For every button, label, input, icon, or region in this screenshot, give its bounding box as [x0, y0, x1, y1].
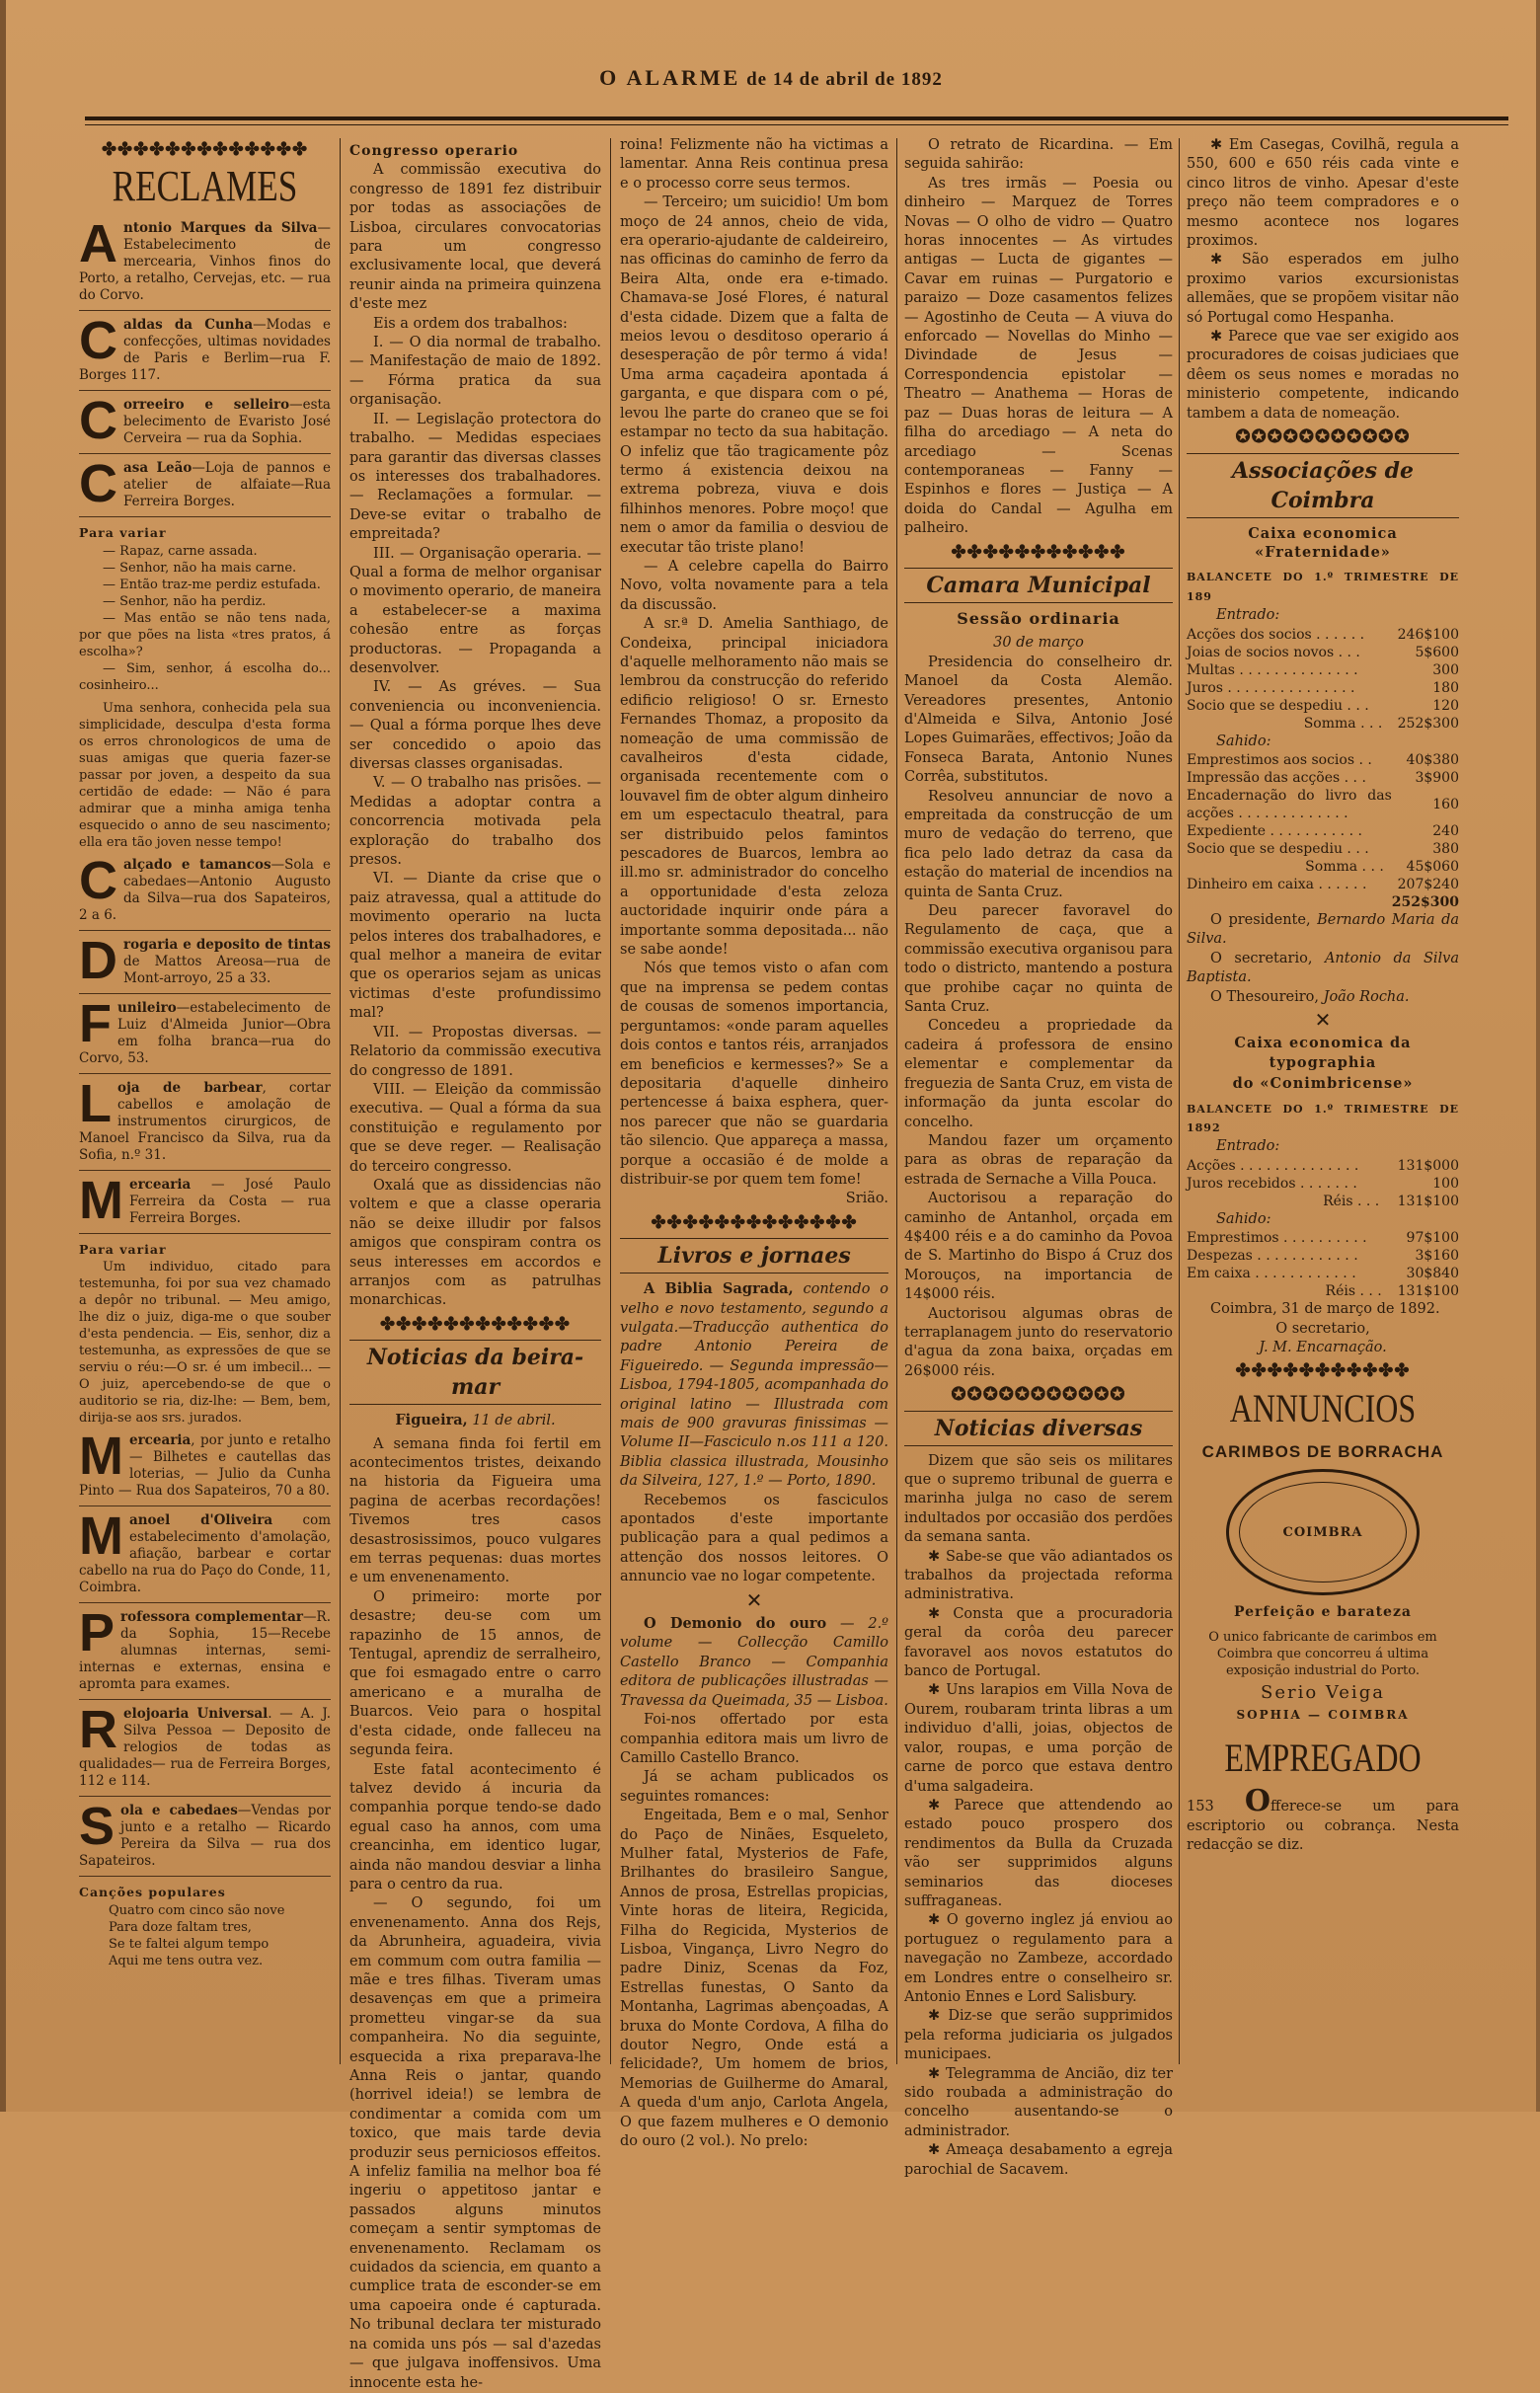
cancoes-heading: Canções populares: [79, 1885, 226, 1900]
ad-item: Correeiro e selleiro—esta belecimento de Evaristo José Cerveira — rua da Sophia.: [79, 397, 331, 454]
ad-item: Drogaria e deposito de tintas de Mattos Areosa—rua de Mont-arroyo, 25 a 33.: [79, 937, 331, 994]
sessao-title: Sessão ordinaria: [957, 608, 1120, 628]
para-variar-heading: Para variar: [79, 525, 167, 541]
table-row: Socio que se despediu . . . 120: [1187, 697, 1459, 714]
balancete-heading: BALANCETE DO 1.º TRIMESTRE DE 189: [1187, 571, 1459, 603]
news-item: Dizem que são seis os militares que o supremo tribunal de guerra e marinha julga no caso de serem indultados por occasião dos perdões da semana santa.: [904, 1452, 1173, 1546]
article-paragraph: — O segundo, foi um envenenamento. Anna dos Rejs, da Abrunheira, aguadeira, vivia em commum com outra familia — mãe e tres filhas. Tiveram umas desavenças em que a primeira prometteu vingar-se da sua companheira. No dia seguinte, esquecida a rixa preparava-lhe Anna Reis o jantar, quando (horrivel ideia!) se lembra de condimentar a comida com um toxico, que mais tarde devia produzir seus perniciosos effeitos. A infeliz familia na melhor boa fé ingeriu o appetitoso jantar e passados alguns minutos começam a sentir symptomas de envenenamento. Reclamam os cuidados da sciencia, em quanto a cumplice trata de esconder-se em uma capoeira onde é capturada. No tribunal declara ter misturado na comida uns pós — sal d'azedas — que julgava inoffensivos. Uma innocente esta he-: [349, 1895, 601, 2391]
news-item: ✱ Parece que attendendo ao estado pouco prospero dos rendimentos da Bulla da Cruzada vão ser supprimidos alguns seminarios das dioceses suffraganeas.: [904, 1797, 1173, 1909]
ad-item: Caldas da Cunha—Modas e confecções, ultimas novidades de Paris e Berlim—rua F. Borges 117.: [79, 317, 331, 391]
masthead: [85, 65, 1457, 124]
entrado-label: Entrado:: [1216, 607, 1280, 624]
sophia-coimbra: SOPHIA — COIMBRA: [1236, 1708, 1410, 1723]
ornament-border: ✤✤✤✤✤✤✤✤✤✤✤✤: [380, 1313, 571, 1335]
perfeicao-heading: Perfeição e barateza: [1234, 1604, 1412, 1621]
separator-cross: ✕: [745, 1587, 763, 1612]
section-title-congresso: Congresso operario: [349, 143, 519, 159]
news-item: ✱ Telegramma de Ancião, diz ter sido roubada a administração do concelho ausentando-se o administrador.: [904, 2065, 1173, 2139]
table-row: Réis . . . 131$100: [1323, 1193, 1459, 1209]
ad-text: O unico fabricante de carimbos em Coimbra que concorreu á ultima exposição industrial do Porto.: [1208, 1629, 1437, 1678]
anecdote: Um individuo, citado para testemunha, foi por sua vez chamado a depôr no tribunal. — Meu amigo, lhe diz o juiz, diga-me o que souber d'esta pendencia. — Eis, senhor, diz a testemunha, as expressões de que se serviu o réu:—O sr. é um imbecil... — O juiz, apercebendo-se de que o auditorio se ria, diz-lhe: — Bem, bem, dirija-se aos srs. jurados.: [79, 1260, 331, 1427]
ornament-border: ✤✤✤✤✤✤✤✤✤✤✤: [1235, 1360, 1411, 1382]
sahido-label: Sahido:: [1216, 733, 1271, 749]
table-row: Emprestimos . . . . . . . . . . 97$100: [1187, 1230, 1459, 1247]
signature-line: O secretario,: [1275, 1320, 1370, 1337]
table-row: Somma . . . 45$060: [1305, 858, 1459, 875]
ad-item: Relojoaria Universal. — A. J. Silva Pessoa — Deposito de relogios de todas as qualidades— rua de Ferreira Borges, 112 e 114.: [79, 1706, 331, 1797]
anecdote: Uma senhora, conhecida pela sua simplicidade, desculpa d'esta forma os erros chronologicos de uma de suas amigas que queria fazer-se passar por joven, a despeito da sua certidão de edade: — Não é para admirar que a minha amiga tenha esquecido o anno de seu nascimento; ella era tão joven nesse tempo!: [79, 700, 331, 850]
section-title-annuncios: ANNUNCIOS: [1229, 1385, 1417, 1430]
table-row: Despezas . . . . . . . . . . . . 3$160: [1187, 1248, 1459, 1265]
agenda-item: V. — O trabalho nas prisões. — Medidas a adoptar contra a concorrencia motivada pela exploração do trabalho dos presos.: [349, 775, 601, 869]
entrado-label: Entrado:: [1216, 1138, 1280, 1155]
ornament-border: ✤✤✤✤✤✤✤✤✤✤✤✤✤: [651, 1211, 858, 1233]
caixa-title: do «Conimbricense»: [1232, 1075, 1414, 1093]
separator-cross: ✕: [1314, 1007, 1332, 1032]
article-paragraph: — Terceiro; um suicidio! Um bom moço de 24 annos, cheio de vida, era operario-ajudante de caldeireiro, nas officinas do caminho de ferro da Beira Alta, onde era e-timado. Chamava-se José Flores, é natural d'esta cidade. Dizem que a falta de meios levou o desditoso operario á desesperação de pôr termo á vida! Uma arma caçadeira apontada á garganta, e que dispara com o pé, levou lhe parte do craneo que se foi estampar no tecto da sua habitação. O infeliz que tão tragicamente pôz termo á existencia deixou na extrema pobreza, viuva e dois filhinhos menores. Pobre moço! que nem o amor da familia o desviou de executar tão triste plano!: [620, 194, 888, 556]
balancete-heading: BALANCETE DO 1.º TRIMESTRE DE 1892: [1187, 1102, 1459, 1134]
news-item: ✱ Consta que a procuradoria geral da corôa deu parecer favoravel aos novos estatutos do banco de Portugal.: [904, 1605, 1173, 1680]
ad-item: Sola e cabedaes—Vendas por junto e a retalho — Ricardo Pereira da Silva — rua dos Sapateiros.: [79, 1803, 331, 1877]
article-paragraph: Oxalá que as dissidencias não voltem e que a classe operaria não se deixe illudir por falsos amigos que conspiram contra os seus interesses em accordos e arranjos com as patrulhas monarchicas.: [349, 1177, 601, 1309]
empregado-heading: EMPREGADO: [1224, 1736, 1422, 1781]
section-title-associacoes: Associações de Coimbra: [1187, 453, 1459, 518]
article-paragraph: O retrato de Ricardina. — Em seguida sahirão:: [904, 137, 1173, 173]
ad-item: Funileiro—estabelecimento de Luiz d'Almeida Junior—Obra em folha branca—rua do Corvo, 53.: [79, 1000, 331, 1074]
newspaper-name: O ALARME: [599, 65, 741, 90]
article-paragraph: O primeiro: morte por desastre; deu-se com um rapazinho de 15 annos, de Tentugal, aprendiz de serralheiro, que foi esmagado entre o carro americano e a muralha de Buarcos. Veio para o hospital d'esta cidade, onde falleceu na segunda feira.: [349, 1588, 601, 1759]
balance-table: [1187, 1229, 1459, 1300]
table-row: Juros recebidos . . . . . . . 100: [1187, 1175, 1459, 1192]
ad-item: Antonio Marques da Silva—Estabelecimento de mercearia, Vinhos finos do Porto, a retalho, Cervejas, etc. — rua do Corvo.: [79, 220, 331, 311]
article-paragraph: Este fatal acontecimento é talvez devido á incuria da companhia porque tendo-se dado egual caso ha annos, com uma creancinha, em identico lugar, ainda não mandou desviar a linha para o centro da rua.: [349, 1761, 601, 1892]
news-item: ✱ O governo inglez já enviou ao portuguez o regulamento para a navegação no Zambeze, accordado em Londres entre o conselheiro sr. Antonio Ennes e Lord Salisbury.: [904, 1912, 1173, 2005]
article-paragraph: Auctorisou algumas obras de terraplanagem junto do reservatorio d'agua da zona baixa, orçadas em 26$000 réis.: [904, 1305, 1173, 1379]
column-rule: [610, 138, 611, 2064]
sessao-date: 30 de março: [993, 635, 1084, 652]
agenda-item: II. — Legislação protectora do trabalho. — Medidas especiaes para garantir das diversas classes os interesses dos trabalhadores. — Reclamações a formular. — Deve-se evitar o trabalho de empreitada?: [349, 411, 601, 543]
ad-item: Calçado e tamancos—Sola e cabedaes—Antonio Augusto da Silva—rua dos Sapateiros, 2 a 6.: [79, 857, 331, 931]
article-paragraph: Mandou fazer um orçamento para as obras de reparação da estrada de Sernache a Villa Pouca.: [904, 1132, 1173, 1188]
ornament-border: ✤✤✤✤✤✤✤✤✤✤✤: [951, 541, 1126, 563]
table-row: Dinheiro em caixa . . . . . . 207$240: [1187, 876, 1459, 892]
news-item: ✱ Uns larapios em Villa Nova de Ourem, roubaram trinta libras a um individuo d'alli, joias, objectos de valor, roupas, e uma porção de carne de porco que estava dentro d'uma salgadeira.: [904, 1682, 1173, 1795]
masthead-rule: [85, 116, 1508, 120]
ad-item: Manoel d'Oliveira com estabelecimento d'amolação, afiação, barbear e cortar cabello na rua do Paço do Conde, 11, Coimbra.: [79, 1512, 331, 1603]
column-rule: [1179, 138, 1180, 2064]
column-rule: [340, 138, 341, 2064]
section-title-diversas: Noticias diversas: [904, 1411, 1173, 1446]
agenda-item: I. — O dia normal de trabalho. — Manifestação de maio de 1892. — Fórma pratica da sua organisação.: [349, 335, 601, 409]
news-item: ✱ Diz-se que serão supprimidos pela reforma judiciaria os julgados municipaes.: [904, 2008, 1173, 2063]
issue-date: de 14 de abril de 1892: [746, 69, 943, 90]
article-paragraph: Auctorisou a reparação do caminho de Antanhol, orçada em 4$400 réis e a do caminho da Povoa de S. Martinho do Bispo á Cruz dos Morouços, na importancia de 14$000 réis.: [904, 1191, 1173, 1303]
section-title-livros: Livros e jornaes: [620, 1238, 888, 1274]
article-paragraph: Recebemos os fasciculos apontados d'este importante publicação para a qual pedimos a attenção dos nossos leitores. O annuncio vae no logar competente.: [620, 1492, 888, 1585]
agenda-item: III. — Organisação operaria. — Qual a forma de melhor organisar o movimento operario, de maneira a estabelecer-se a maxima cohesão entre as forças productoras. — Propaganda a desenvolver.: [349, 545, 601, 676]
article-paragraph: Nós que temos visto o afan com que na imprensa se pedem contas de cousas de somenos importancia, perguntamos: «onde param aquelles dois contos e tantos réis, arranjados em beneficios e kermesses?» Se a depositaria d'aquelle dinheiro pertencesse á baixa esphera, quer-nos parecer que não se guardaria tão silencio. Que appareça a massa, porque a occasião é de molde a distribuir-se por quem tem fome!: [620, 961, 888, 1188]
sahido-label: Sahido:: [1216, 1210, 1271, 1227]
table-row: Juros . . . . . . . . . . . . . . . 180: [1187, 679, 1459, 696]
table-row: Emprestimos aos socios . . 40$380: [1187, 751, 1459, 768]
masthead-rule-thin: [85, 124, 1508, 125]
article-signature: Srião.: [845, 1191, 888, 1207]
serio-veiga: Serio Veiga: [1261, 1681, 1385, 1703]
article-paragraph: — A celebre capella do Bairro Novo, volta novamente para a tela da discussão.: [620, 558, 888, 613]
table-row: Impressão das acções . . . 3$900: [1187, 769, 1459, 786]
agenda-item: IV. — As gréves. — Sua conveniencia ou inconveniencia. — Qual a fórma porque lhes deve ser concedido o apoio das diversas classes organisadas.: [349, 679, 601, 772]
table-row: Expediente . . . . . . . . . . . 240: [1187, 822, 1459, 839]
article-paragraph: A semana finda foi fertil em acontecimentos tristes, deixando na historia da Figueira uma pagina de acerbas recordações! Tivemos tres casos desastrosissimos, pouco vulgares em terras pequenas: duas mortes e um envenenamento.: [349, 1435, 601, 1586]
dialog: — Rapaz, carne assada. — Senhor, não ha mais carne. — Então traz-me perdiz estufada. — Senhor, não ha perdiz. — Mas então se não tens nada, por que pões na lista «tres pratos, á escolha»? — Sim, senhor, á escolha do... cosinheiro...: [79, 543, 331, 693]
column-rule: [896, 138, 897, 2064]
table-row: Somma . . . 252$300: [1303, 715, 1459, 732]
table-row: 252$300: [1391, 893, 1459, 910]
table-row: Réis . . . 131$100: [1325, 1283, 1459, 1300]
column-camara: [904, 136, 1173, 2178]
ornament-border: ✤✤✤✤✤✤✤✤✤✤✤✤✤: [101, 139, 309, 160]
signature-name: J. M. Encarnação.: [1259, 1340, 1387, 1356]
table-row: Acções . . . . . . . . . . . . . . 131$000: [1187, 1157, 1459, 1174]
news-item: ✱ São esperados em julho proximo varios excursionistas allemães, que se propõem visitar não só Portugal como Hespanha.: [1187, 252, 1459, 326]
agenda-item: VIII. — Eleição da commissão executiva. — Qual a fórma da sua constituição e regulamento por que se deve reger. — Realisação do terceiro congresso.: [349, 1081, 601, 1175]
article-paragraph: Engeitada, Bem e o mal, Senhor do Paço de Ninães, Esqueleto, Mulher fatal, Mysterios de Fafe, Brilhantes do brasileiro Sangue, Annos de prosa, Estrellas propicias, Vinte horas de liteira, Regicida, Filha do Regicida, Mysterios de Lisboa, Vingança, Livro Negro do padre Diniz, Scenas da Foz, Estrellas funestas, O Santo da Montanha, Lagrimas abençoadas, A bruxa do Monte Cordova, A filha do doutor Negro, Onde está a felicidade?, Um homem de brios, Memorias de Guilherme do Amaral, A queda d'um anjo, Carlota Angela, O que fazem mulheres e O demonio do ouro (2 vol.). No prelo:: [620, 1808, 888, 2150]
rubber-stamp-image: [1226, 1469, 1420, 1595]
column-reclames: [79, 136, 331, 2072]
table-row: Em caixa . . . . . . . . . . . . 30$840: [1187, 1266, 1459, 1282]
table-row: Joias de socios novos . . . 5$600: [1187, 644, 1459, 660]
poem: Quatro com cinco são nove Para doze faltam tres, Se te faltei algum tempo Aqui me tens outra vez.: [109, 1902, 285, 1968]
ad-item: Loja de barbear, cortar cabellos e amolação de instrumentos cirurgicos, de Manoel Francisco da Silva, rua da Sofia, n.º 31.: [79, 1080, 331, 1171]
article-paragraph: Presidencia do conselheiro dr. Manoel da Costa Alemão. Vereadores presentes, Antonio d'Almeida e Silva, Antonio José Lopes Guimarães, effectivos; João da Fonseca Barata, Antonio Nunes Corrêa, substitutos.: [904, 654, 1173, 786]
signature-line: O secretario, Antonio da Silva Baptista.: [1187, 950, 1460, 986]
signature-line: O Thesoureiro, João Rocha.: [1210, 988, 1410, 1005]
signature-line: O presidente, Bernardo Maria da Silva.: [1187, 911, 1460, 948]
dateline: Coimbra, 31 de março de 1892.: [1210, 1301, 1440, 1318]
article-paragraph: roina! Felizmente não ha victimas a lamentar. Anna Reis continua presa e o processo corre seus termos.: [620, 137, 888, 192]
news-item: ✱ Parece que vae ser exigido aos procuradores de coisas judiciaes que dêem os seus nomes e moradas no ministerio competente, indicando tambem a data de nomeação.: [1187, 329, 1459, 422]
news-item: ✱ Ameaça desabamento a egreja parochial de Sacavem.: [904, 2142, 1173, 2178]
stamp-text: COIMBRA: [1282, 1524, 1363, 1540]
section-title-beira-mar: Noticias da beira-mar: [349, 1340, 601, 1405]
news-item: ✱ Em Casegas, Covilhã, regula a 550, 600 e 650 réis cada vinte e cinco litros de vinho. Apesar d'este preço não teem compradores e o mesmo acontece nos logares proximos.: [1187, 137, 1459, 250]
balance-table: [1187, 1157, 1459, 1210]
agenda-item: VII. — Propostas diversas. — Relatorio da commissão executiva do congresso de 1891.: [349, 1024, 601, 1079]
agenda-item: VI. — Diante da crise que o paiz atravessa, qual a attitude do movimento operario na lucta pelos interes dos trabalhadores, e qual melhor a maneira de evitar que os operarios sejam as unicas victimas d'este profundissimo mal?: [349, 871, 601, 1022]
article-paragraph: A sr.ª D. Amelia Santhiago, de Condeixa, principal iniciadora d'aquelle melhoramento não mais se lembrou da construcção do referido edificio religioso! O sr. Ernesto Fernandes Thomaz, a proposito da nomeação de uma commissão de cavalheiros d'esta cidade, organisada recentemente com o louvavel fim de obter algum dinheiro em um espectaculo theatral, para ser distribuido pelos famintos pescadores de Buarcos, lembra ao ill.mo sr. administrador do concelho a opportunidade d'esta zeloza auctoridade inquirir onde pára a importante somma depositada... não se sabe aonde!: [620, 616, 888, 959]
table-row: Socio que se despediu . . . 380: [1187, 840, 1459, 857]
ad-item: Professora complementar—R. da Sophia, 15—Recebe alumnas internas, semi-internas e externas, ensina e apromta para exames.: [79, 1609, 331, 1700]
column-livros: [620, 136, 888, 2150]
column-associacoes: [1187, 136, 1459, 2072]
ornament-border: ✪✪✪✪✪✪✪✪✪✪✪: [1235, 426, 1411, 448]
article-paragraph: Já se acham publicados os seguintes romances:: [620, 1769, 888, 1805]
book-notice: A Biblia Sagrada, contendo o velho e novo testamento, segundo a vulgata.—Traducção authentica do padre Antonio Pereira de Figueiredo. — Segunda impressão—Lisboa, 1794-1805, acompanhada do original latino — Illustrada com mais de 900 gravuras finissimas —Volume II—Fasciculo n.os 111 a 120. Biblia classica illustrada, Mousinho da Silveira, 127, 1.º — Porto, 1890.: [620, 1280, 888, 1490]
caixa-title: Caixa economica da typographia: [1234, 1035, 1412, 1071]
article-paragraph: As tres irmãs — Poesia ou dinheiro — Marquez de Torres Novas — O olho de vidro — Quatro horas innocentes — As virtudes antigas — Lucta de gigantes — Cavar em ruinas — Purgatorio e paraizo — Doze casamentos felizes — Agostinho de Ceuta — A viuva do enforcado — Novellas do Minho — Divindade de Jesus — Correspondencia epistolar — Theatro — Anathema — Horas de paz — Duas horas de leitura — A filha do arcediago — A neta do arcediago — Scenas contemporaneas — Fanny — Espinhos e flores — Justiça — A doida do Candal — Agulha em palheiro.: [904, 175, 1173, 537]
book-notice: O Demonio do ouro — 2.º volume — Collecção Camillo Castello Branco — Companhia editora de publicações illustradas — Travessa da Queimada, 35 — Lisboa.: [620, 1615, 888, 1709]
table-row: Acções dos socios . . . . . . 246$100: [1187, 626, 1459, 643]
table-row: Encadernação do livro das acções . . . . . . . . . . . . . 160: [1187, 787, 1459, 821]
para-variar-heading: Para variar: [79, 1241, 167, 1257]
article-paragraph: A commissão executiva do congresso de 1891 fez distribuir por todas as associações de Lisboa, circulares convocatorias para um congresso exclusivamente local, que deverá reunir ainda na primeira quinzena d'este mez: [349, 162, 601, 313]
news-item: ✱ Sabe-se que vão adiantados os trabalhos da projectada reforma administrativa.: [904, 1548, 1173, 1603]
article-paragraph: Resolveu annunciar de novo a empreitada da construcção de um muro de vedação do terreno, que fica pelo lado detraz da casa da estação do material de incendios na quinta de Santa Cruz.: [904, 788, 1173, 900]
article-paragraph: Foi-nos offertado por esta companhia editora mais um livro de Camillo Castello Branco.: [620, 1712, 888, 1766]
ad-item: Casa Leão—Loja de pannos e atelier de alfaiate—Rua Ferreira Borges.: [79, 460, 331, 517]
balance-table: [1187, 751, 1459, 911]
column-congresso: [349, 136, 601, 2391]
article-paragraph: Deu parecer favoravel do Regulamento de caça, que a commissão executiva organisou para todo o districto, mantendo a postura que prohibe caçar no quinta de Santa Cruz.: [904, 903, 1173, 1016]
ad-item: Mercearia, por junto e retalho — Bilhetes e cautellas das loterias, — Julio da Cunha Pinto — Rua dos Sapateiros, 70 a 80.: [79, 1432, 331, 1506]
balance-table: [1187, 626, 1459, 733]
ornament-border: ✪✪✪✪✪✪✪✪✪✪✪: [951, 1384, 1126, 1406]
section-title-camara: Camara Municipal: [904, 568, 1173, 603]
article-paragraph: Concedeu a propriedade da cadeira á professora de ensino elementar e complementar da freguezia de Santa Cruz, em vista de informação da junta escolar do concelho.: [904, 1018, 1173, 1130]
dateline: Figueira, 11 de abril.: [395, 1412, 556, 1429]
ad-item: Mercearia — José Paulo Ferreira da Costa — rua Ferreira Borges.: [79, 1177, 331, 1234]
article-paragraph: Eis a ordem dos trabalhos:: [373, 315, 568, 332]
carimbos-heading: CARIMBOS DE BORRACHA: [1201, 1441, 1444, 1461]
caixa-title: Caixa economica «Fraternidade»: [1248, 524, 1398, 561]
table-row: Multas . . . . . . . . . . . . . . 300: [1187, 661, 1459, 678]
empregado-ad: 153 Offerece-se um para escriptorio ou cobrança. Nesta redacção se diz.: [1187, 1784, 1459, 1854]
section-title-reclames: RECLAMES: [112, 162, 298, 211]
